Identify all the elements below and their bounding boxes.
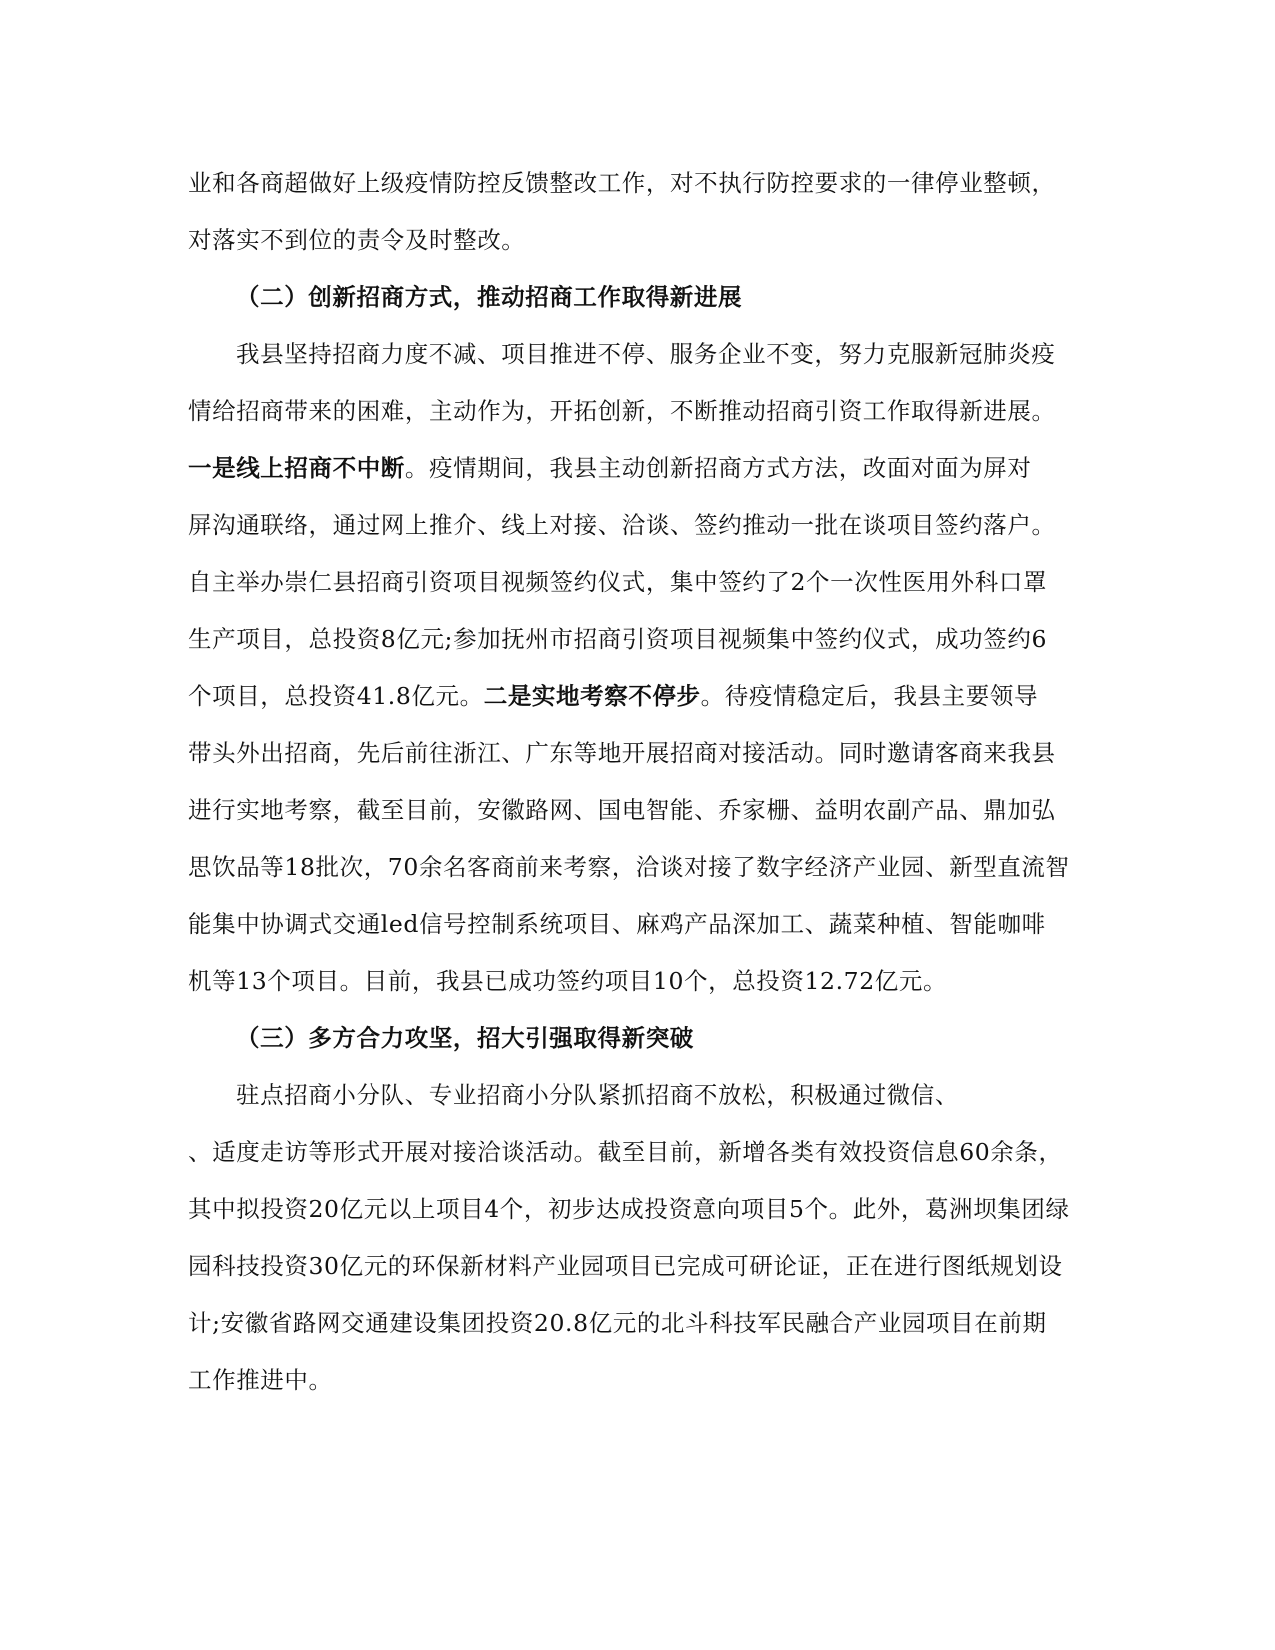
text-line: 对落实不到位的责令及时整改。 <box>188 226 526 254</box>
text-line: 自主举办崇仁县招商引资项目视频签约仪式，集中签约了2个一次性医用外科口罩 <box>188 568 1048 596</box>
text-line: 驻点招商小分队、专业招商小分队紧抓招商不放松，积极通过微信、 <box>236 1081 959 1109</box>
text-line: 进行实地考察，截至目前，安徽路网、国电智能、乔家栅、益明农副产品、鼎加弘 <box>188 796 1056 824</box>
text-line: 我县坚持招商力度不减、项目推进不停、服务企业不变，努力克服新冠肺炎疫 <box>236 340 1056 368</box>
section-heading: （二）创新招商方式，推动招商工作取得新进展 <box>236 283 743 311</box>
text-line: 思饮品等18批次，70余名客商前来考察，洽谈对接了数字经济产业园、新型直流智 <box>188 853 1070 881</box>
text-span: 。待疫情稳定后，我县主要领导 <box>700 682 1039 710</box>
text-line <box>188 453 1032 483</box>
text-line: 屏沟通联络，通过网上推介、线上对接、洽谈、签约推动一批在谈项目签约落户。 <box>188 511 1056 539</box>
text-line: 业和各商超做好上级疫情防控反馈整改工作，对不执行防控要求的一律停业整顿， <box>188 169 1056 197</box>
text-line: 其中拟投资20亿元以上项目4个，初步达成投资意向项目5个。此外，葛洲坝集团绿 <box>188 1195 1070 1223</box>
text-line: 工作推进中。 <box>188 1366 333 1394</box>
text-line: 能集中协调式交通led信号控制系统项目、麻鸡产品深加工、蔬菜种植、智能咖啡 <box>188 910 1046 938</box>
text-line: 情给招商带来的困难，主动作为，开拓创新，不断推动招商引资工作取得新进展。 <box>188 397 1056 425</box>
section-heading: （三）多方合力攻坚，招大引强取得新突破 <box>236 1024 694 1052</box>
emphasis-text: 二是实地考察不停步 <box>483 682 701 710</box>
text-line <box>188 681 1038 711</box>
emphasis-text: 一是线上招商不中断 <box>188 454 405 482</box>
text-line: 计;安徽省路网交通建设集团投资20.8亿元的北斗科技军民融合产业园项目在前期 <box>188 1309 1047 1337</box>
text-line: 园科技投资30亿元的环保新材料产业园项目已完成可研论证，正在进行图纸规划设 <box>188 1252 1063 1280</box>
text-span: 个项目，总投资41.8亿元。 <box>188 682 484 710</box>
text-span: 。疫情期间，我县主动创新招商方式方法，改面对面为屏对 <box>404 454 1032 482</box>
text-line: 带头外出招商，先后前往浙江、广东等地开展招商对接活动。同时邀请客商来我县 <box>188 739 1056 767</box>
text-line: 、适度走访等形式开展对接洽谈活动。截至目前，新增各类有效投资信息60余条， <box>188 1138 1063 1166</box>
text-line: 机等13个项目。目前，我县已成功签约项目10个，总投资12.72亿元。 <box>188 967 948 995</box>
text-line: 生产项目，总投资8亿元;参加抚州市招商引资项目视频集中签约仪式，成功签约6 <box>188 625 1048 653</box>
